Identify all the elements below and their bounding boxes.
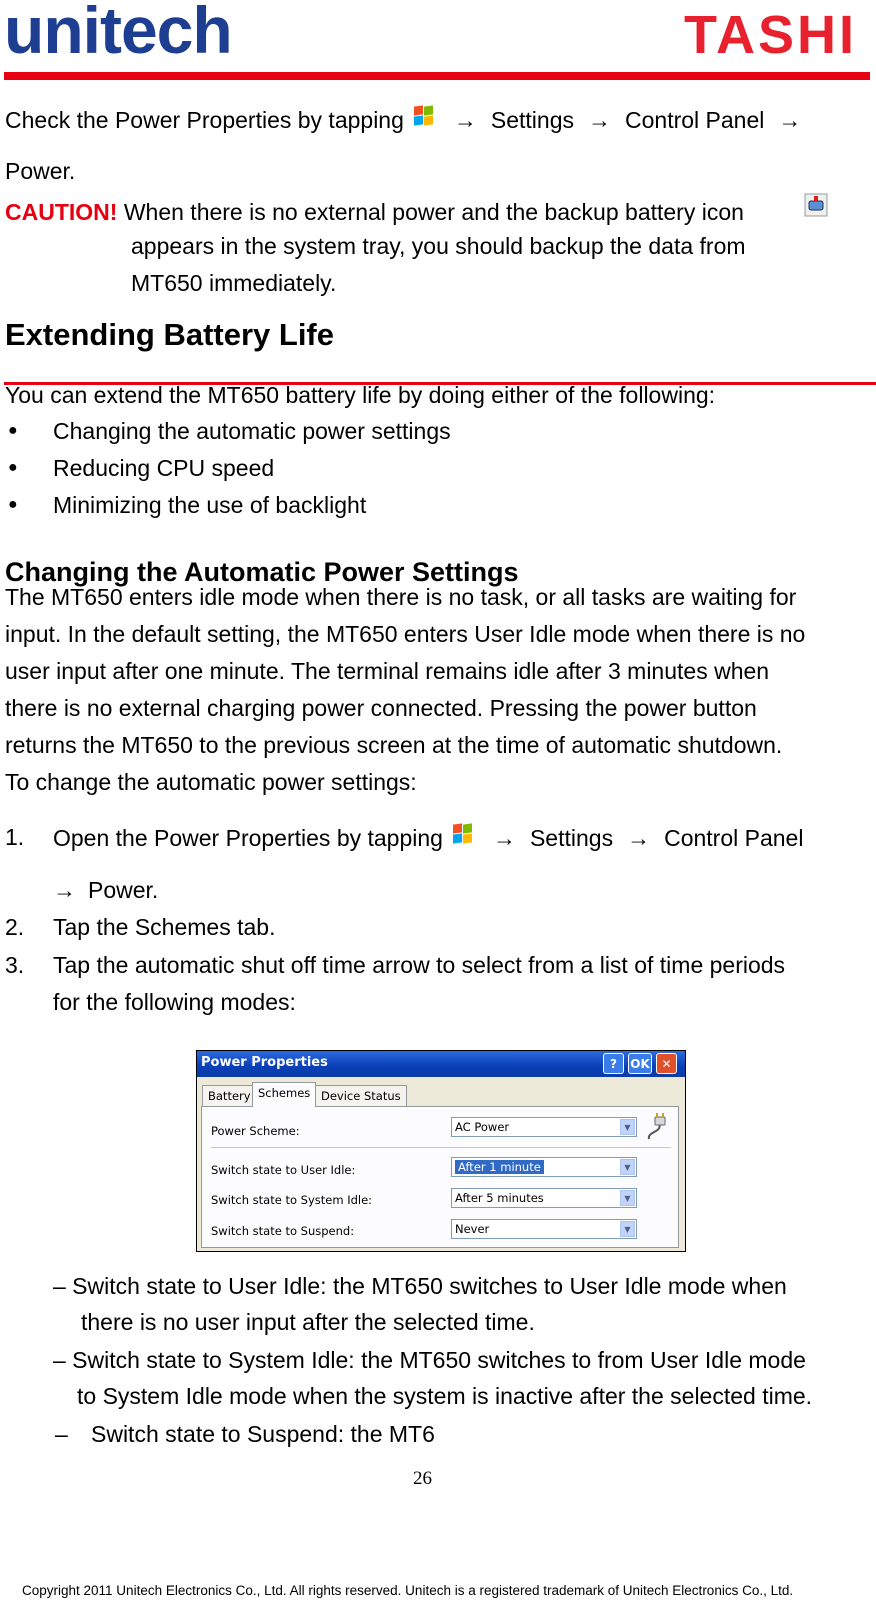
windows-start-icon <box>451 822 473 844</box>
dialog-title: Power Properties <box>201 1055 328 1070</box>
tab-battery[interactable]: Battery <box>202 1085 257 1106</box>
intro-line-2: Power. <box>5 158 76 184</box>
user-idle-select[interactable]: After 1 minute ▼ <box>451 1157 637 1177</box>
section1-intro: You can extend the MT650 battery life by doing either of the following: <box>5 382 716 408</box>
step-number: 2. <box>5 914 25 940</box>
power-scheme-select[interactable]: AC Power ▼ <box>451 1117 637 1137</box>
tab-schemes[interactable]: Schemes <box>252 1082 316 1107</box>
list-item: Reducing CPU speed <box>53 455 275 481</box>
dialog-title-bar <box>197 1051 685 1077</box>
windows-start-icon <box>412 104 434 126</box>
mode-line: – Switch state to System Idle: the MT650 switches to from User Idle mode <box>53 1347 806 1373</box>
help-button[interactable]: ? <box>603 1053 624 1074</box>
copyright-notice: Copyright 2011 Unitech Electronics Co., Ltd. All rights reserved. Unitech is a registered trademark of Unitech Electronics Co., Ltd. <box>22 1583 794 1598</box>
caution-label: CAUTION! <box>5 199 118 225</box>
user-idle-label: Switch state to User Idle: <box>211 1163 356 1177</box>
close-button[interactable]: ✕ <box>656 1053 677 1074</box>
mode-dash: – <box>55 1421 68 1447</box>
bullet-icon: ● <box>8 496 18 513</box>
step-1-line-2: → Power. <box>53 877 159 903</box>
ac-plug-icon <box>643 1111 673 1143</box>
backup-battery-icon <box>803 192 829 218</box>
caution-line-3: MT650 immediately. <box>131 270 337 296</box>
paragraph-line: The MT650 enters idle mode when there is no task, or all tasks are waiting for <box>5 584 797 610</box>
bullet-icon: ● <box>8 459 18 476</box>
mode-line: Switch state to Suspend: the MT6 <box>91 1421 435 1447</box>
bullet-icon: ● <box>8 422 18 439</box>
suspend-select[interactable]: Never ▼ <box>451 1219 637 1239</box>
page-number: 26 <box>413 1468 432 1489</box>
schemes-panel <box>201 1106 679 1248</box>
power-scheme-label: Power Scheme: <box>211 1124 300 1138</box>
suspend-label: Switch state to Suspend: <box>211 1224 355 1238</box>
section-title-extending-battery-life: Extending Battery Life <box>5 317 334 352</box>
power-properties-screenshot <box>196 1050 686 1252</box>
divider <box>211 1147 671 1148</box>
step-3-line-2: for the following modes: <box>53 989 296 1015</box>
paragraph-line: user input after one minute. The terminal remains idle after 3 minutes when <box>5 658 770 684</box>
chevron-down-icon[interactable]: ▼ <box>620 1190 635 1206</box>
list-item: Minimizing the use of backlight <box>53 492 367 518</box>
chevron-down-icon[interactable]: ▼ <box>620 1221 635 1237</box>
system-idle-select[interactable]: After 5 minutes ▼ <box>451 1188 637 1208</box>
paragraph-line: there is no external charging power connected. Pressing the power button <box>5 695 757 721</box>
paragraph-line: returns the MT650 to the previous screen at the time of automatic shutdown. <box>5 732 783 758</box>
header-divider <box>4 72 870 80</box>
step-3-line-1: Tap the automatic shut off time arrow to select from a list of time periods <box>53 952 786 978</box>
intro-line-1: Check the Power Properties by tapping → Settings → Control Panel → <box>5 104 815 135</box>
chevron-down-icon[interactable]: ▼ <box>620 1119 635 1135</box>
paragraph-line: To change the automatic power settings: <box>5 769 417 795</box>
caution-line-1: CAUTION! When there is no external power and the backup battery icon <box>5 199 744 225</box>
unitech-logo: unitech <box>4 0 232 67</box>
ok-button[interactable]: OK <box>628 1053 652 1074</box>
tab-device-status[interactable]: Device Status <box>315 1085 407 1106</box>
mode-line: there is no user input after the selected time. <box>81 1309 535 1335</box>
paragraph-line: input. In the default setting, the MT650 enters User Idle mode when there is no <box>5 621 806 647</box>
chevron-down-icon[interactable]: ▼ <box>620 1159 635 1175</box>
section-title-automatic-power-settings: Changing the Automatic Power Settings <box>5 557 519 587</box>
mode-line: – Switch state to User Idle: the MT650 switches to User Idle mode when <box>53 1273 787 1299</box>
step-number: 1. <box>5 824 25 850</box>
step-2-text: Tap the Schemes tab. <box>53 914 276 940</box>
mode-line: to System Idle mode when the system is inactive after the selected time. <box>77 1383 813 1409</box>
system-idle-label: Switch state to System Idle: <box>211 1193 373 1207</box>
caution-line-2: appears in the system tray, you should backup the data from <box>131 233 746 259</box>
list-item: Changing the automatic power settings <box>53 418 451 444</box>
step-number: 3. <box>5 952 25 978</box>
step-1-line-1: Open the Power Properties by tapping → Settings → Control Panel <box>53 822 803 853</box>
tashi-logo: TASHI <box>684 5 857 65</box>
